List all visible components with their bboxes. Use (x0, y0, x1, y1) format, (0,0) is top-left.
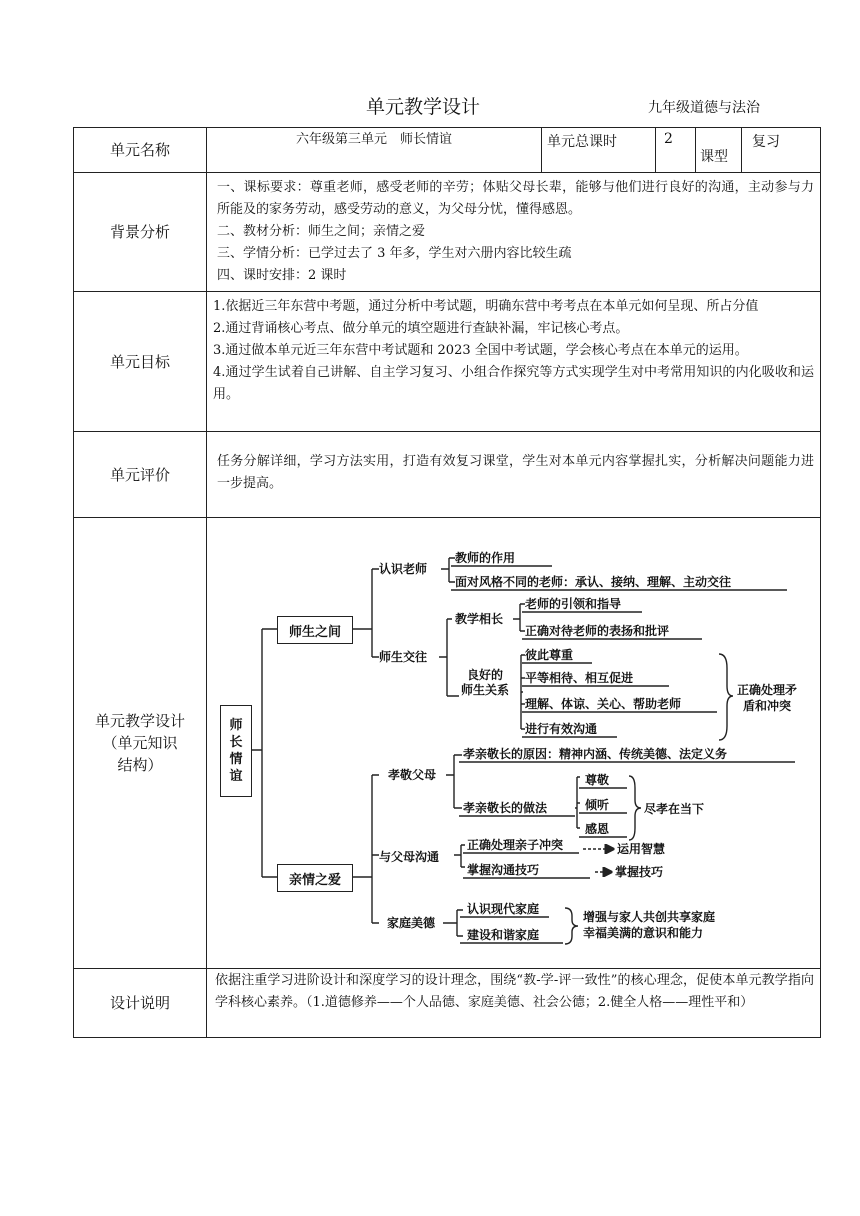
node-different-teachers: 面对风格不同的老师：承认、接纳、理解、主动交往 (455, 575, 732, 589)
unit-name-label: 单元名称 (74, 128, 207, 173)
row-unit-name (74, 128, 821, 173)
node-good-relationship-line: 良好的 (467, 668, 504, 682)
root-node-label: 师长情谊 (229, 718, 243, 784)
structure-label-line: 结构） (117, 756, 163, 774)
node-good-relationship (461, 668, 509, 698)
evaluation-content (207, 432, 821, 518)
row-background (74, 173, 821, 292)
node-teacher-guidance: 老师的引领和指导 (525, 597, 622, 611)
node-communication: 进行有效沟通 (525, 722, 598, 736)
node-teaching-learning: 教学相长 (455, 612, 504, 626)
node-listen: 倾听 (585, 798, 610, 812)
node-teacher-role: 教师的作用 (455, 551, 516, 565)
root-node (220, 705, 252, 797)
structure-label-line: （单元知识 (102, 734, 178, 752)
structure-label (74, 518, 207, 969)
node-filial-piety: 孝敬父母 (388, 768, 437, 782)
node-handle-conflict-line: 正确处理矛 (737, 683, 798, 697)
evaluation-text: 任务分解详细，学习方法实用，打造有效复习课堂，学生对本单元内容掌握扎实，分析解决问题能力进一步提高。 (217, 453, 814, 491)
total-hours-label: 单元总课时 (542, 128, 656, 173)
node-filial-reasons: 孝亲敬长的原因：精神内涵、传统美德、法定义务 (463, 747, 728, 761)
node-respect: 尊敬 (585, 773, 610, 787)
background-line: 三、学情分析：已学过去了 3 年多，学生对六册内容比较生疏 (217, 246, 572, 261)
node-understanding: 理解、体谅、关心、帮助老师 (525, 697, 682, 711)
page-title: 单元教学设计 (366, 96, 481, 118)
node-teacher-student-interaction: 师生交往 (379, 650, 428, 664)
node-equality: 平等相待、相互促进 (525, 671, 634, 685)
unit-design-table (73, 127, 821, 1038)
knowledge-structure-cell (207, 518, 821, 969)
row-goals (74, 292, 821, 432)
row-design-note (74, 969, 821, 1038)
node-family-ability-line: 幸福美满的意识和能力 (583, 926, 704, 940)
node-handle-conflict (737, 682, 797, 714)
node-know-teachers: 认识老师 (379, 562, 428, 576)
node-good-relationship-line: 师生关系 (461, 683, 510, 697)
node-modern-family: 认识现代家庭 (467, 902, 540, 916)
node-family-virtue: 家庭美德 (387, 916, 436, 930)
node-handle-parent-conflict: 正确处理亲子冲突 (467, 838, 564, 852)
background-content (207, 173, 821, 292)
node-gratitude: 感恩 (585, 822, 610, 836)
node-filial-practice: 孝亲敬长的做法 (463, 801, 548, 815)
lesson-type-value: 复习 (742, 128, 821, 173)
row-structure (74, 518, 821, 969)
goal-line: 4.通过学生试着自己讲解、自主学习复习、小组合作探究等方式实现学生对中考常用知识的内化吸收和运用。 (213, 365, 814, 402)
background-line: 四、课时安排：2 课时 (217, 268, 347, 283)
goals-label: 单元目标 (74, 292, 207, 432)
grade-subject: 九年级道德与法治 (648, 100, 760, 116)
unit-name-value: 六年级第三单元 师长情谊 (207, 128, 542, 173)
node-praise-criticism: 正确对待老师的表扬和批评 (525, 624, 670, 638)
goals-content (207, 292, 821, 432)
design-note-label: 设计说明 (74, 969, 207, 1038)
background-line: 二、教材分析：师生之间；亲情之爱 (217, 224, 426, 239)
goal-line: 3.通过做本单元近三年东营中考试题和 2023 全国中考试题，学会核心考点在本单元的运用。 (213, 343, 748, 358)
node-use-wisdom: 运用智慧 (617, 842, 666, 856)
node-handle-conflict-line: 盾和冲突 (743, 699, 792, 713)
branch-node-teachers: 师生之间 (277, 616, 353, 644)
structure-label-line: 单元教学设计 (94, 712, 185, 730)
design-note-text: 依据注重学习进阶设计和深度学习的设计理念，围绕“教-学-评一致性”的核心理念，促使本单元教学指向学科核心素养。（1.道德修养——个人品德、家庭美德、社会公德；2.健全人格——理性平和） (215, 973, 814, 1010)
goal-line: 2.通过背诵核心考点、做分单元的填空题进行查缺补漏，牢记核心考点。 (213, 321, 629, 336)
node-harmonious-family: 建设和谐家庭 (467, 928, 540, 942)
row-evaluation (74, 432, 821, 518)
background-line: 一、课标要求：尊重老师，感受老师的辛劳；体贴父母长辈，能够与他们进行良好的沟通，主动参与力所能及的家务劳动，感受劳动的意义，为父母分忧，懂得感恩。 (217, 180, 814, 217)
node-communication-skills: 掌握沟通技巧 (467, 863, 540, 877)
branch-node-family: 亲情之爱 (277, 864, 353, 892)
total-hours-value: 2 (656, 128, 696, 173)
node-communicate-parents: 与父母沟通 (379, 850, 440, 864)
design-note-content (207, 969, 821, 1038)
node-family-ability-line: 增强与家人共创共享家庭 (583, 910, 716, 924)
node-master-skills: 掌握技巧 (615, 865, 664, 879)
goal-line: 1.依据近三年东营中考题，通过分析中考试题，明确东营中考考点在本单元如何呈现、所占分值 (213, 299, 759, 314)
node-family-ability (583, 909, 715, 941)
lesson-type-label: 课型 (696, 128, 742, 173)
knowledge-mind-map (207, 518, 820, 968)
evaluation-label: 单元评价 (74, 432, 207, 518)
background-label: 背景分析 (74, 173, 207, 292)
node-filial-now: 尽孝在当下 (644, 802, 705, 816)
node-mutual-respect: 彼此尊重 (525, 648, 574, 662)
